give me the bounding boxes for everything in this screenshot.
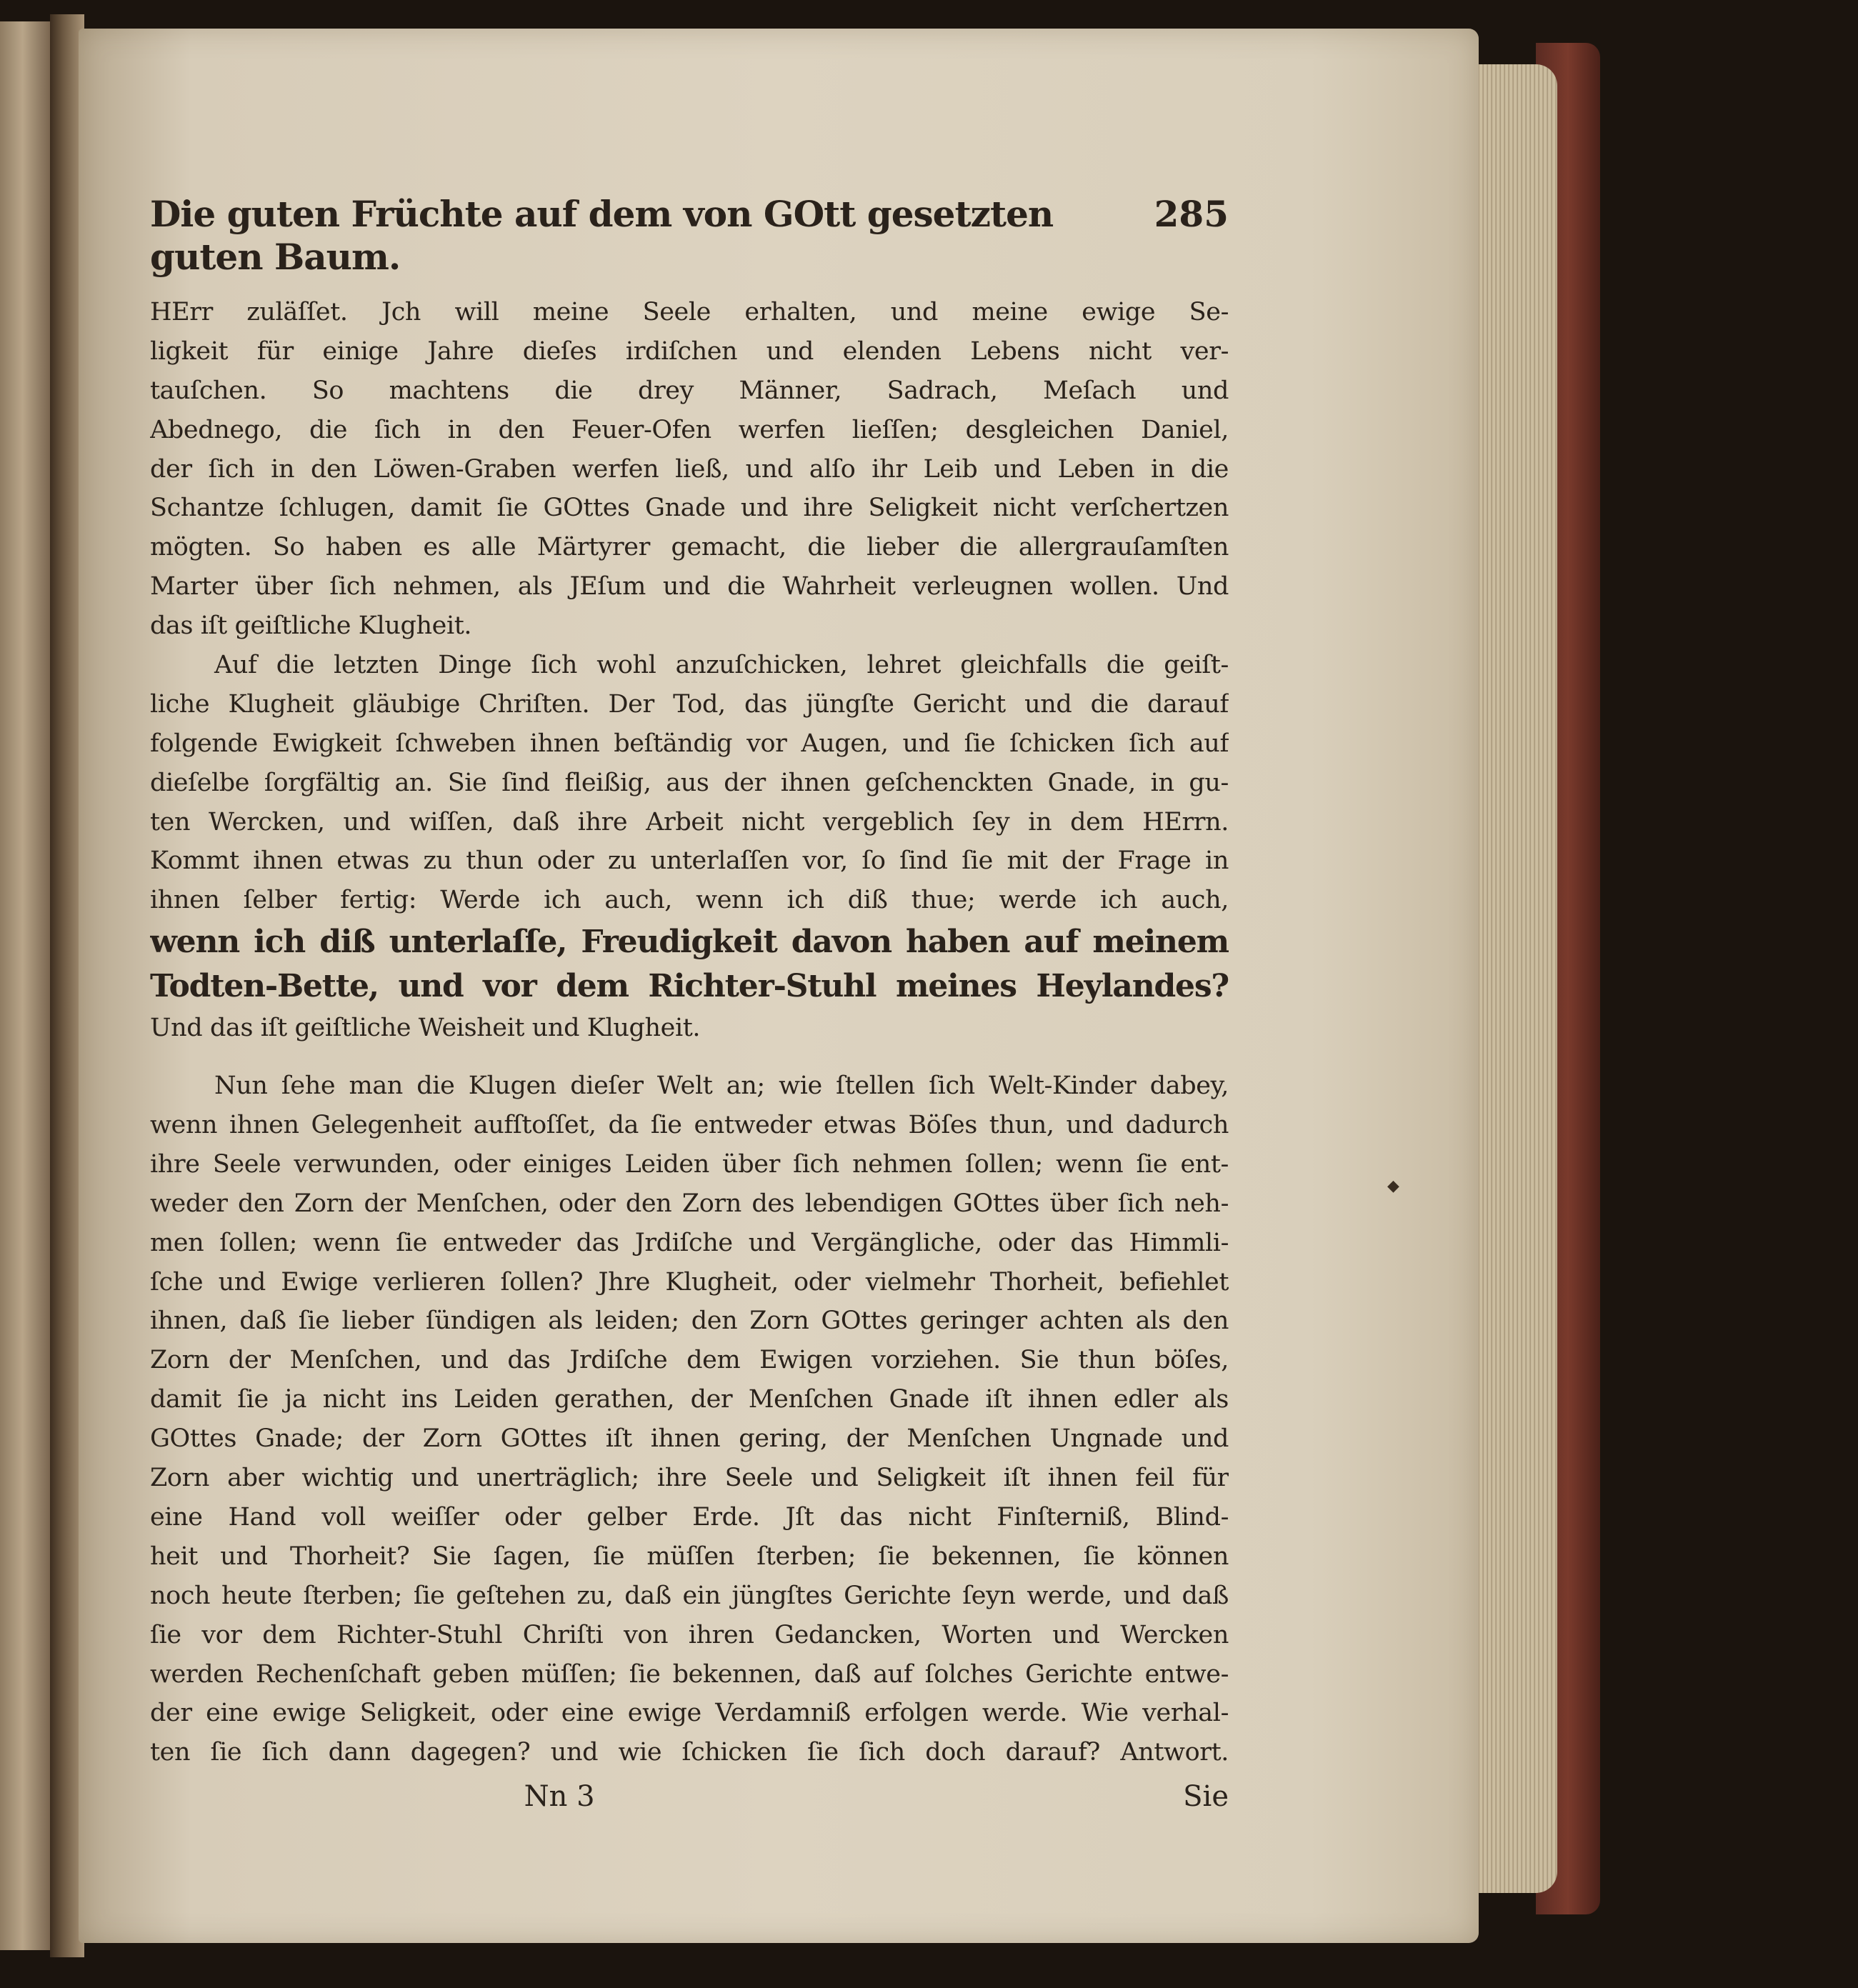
page-number: 285 [1154,193,1229,235]
text-line: Kommt ihnen etwas zu thun oder zu unterlaſſen vor, ſo ſind ſie mit der Frage in [150,846,1229,876]
paragraph-3 [150,1067,1229,1772]
text-line: der eine ewige Seligkeit, oder eine ewige Verdamniß erfolgen werde. Wie verhal- [150,1699,1229,1728]
text-line: ihnen, daß ſie lieber ſündigen als leiden; den Zorn GOttes geringer achten als den [150,1307,1229,1336]
text-line: Nun ſehe man die Klugen dieſer Welt an; wie ſtellen ſich Welt-Kinder dabey, [214,1072,1229,1101]
paragraph-gap [150,1048,1229,1067]
text-line: HErr zuläſſet. Jch will meine Seele erhalten, und meine ewige Se- [150,298,1229,326]
text-line: Zorn der Menſchen, und das Jrdiſche dem Ewigen vorziehen. Sie thun böſes, [150,1346,1229,1375]
paragraph-2 [150,646,1229,1048]
text-line: folgende Ewigkeit ſchweben ihnen beſtändig vor Augen, und ſie ſchicken ſich auf [150,729,1229,758]
text-line: dieſelbe ſorgfältig an. Sie ſind fleißig, aus der ihnen geſchenckten Gnade, in gu- [150,768,1229,797]
text-line: ten Wercken, und wiſſen, daß ihre Arbeit nicht vergeblich ſey in dem HErrn. [150,807,1229,836]
text-line: liche Klugheit gläubige Chriſten. Der Tod, das jüngſte Gericht und die darauf [150,689,1229,719]
page-stack-edges [1472,64,1557,1893]
signature-mark: Nn 3 [524,1780,595,1814]
catchword: Sie [1183,1780,1229,1814]
left-page-edge [0,21,50,1950]
text-line: Auf die letzten Dinge ſich wohl anzuſchicken, lehret gleichfalls die geiſt- [214,651,1229,680]
running-head: Die guten Früchte auf dem von GOtt gesetzten guten Baum. [150,193,1054,278]
page-header [150,193,1229,279]
text-line: wenn ihnen Gelegenheit aufſtoſſet, da ſie entweder etwas Böſes thun, und dadurch [150,1111,1229,1140]
text-line: Und das iſt geiſtliche Weisheit und Klugheit. [150,1014,701,1043]
paragraph-1 [150,293,1229,646]
emphasis-line: Todten-Bette, und vor dem Richter-Stuhl meines Heylandes? [150,968,1229,1005]
text-line: Zorn aber wichtig und unerträglich; ihre Seele und Seligkeit iſt ihnen feil für [150,1464,1229,1493]
margin-mark: ◆ [1387,1177,1399,1195]
text-line: der ſich in den Löwen-Graben werfen ließ, und alſo ihr Leib und Leben in die [150,454,1229,484]
text-line: ligkeit für einige Jahre dieſes irdiſchen und elenden Lebens nicht ver- [150,336,1229,366]
text-line: Marter über ſich nehmen, als JEſum und die Wahrheit verleugnen wollen. Und [150,572,1229,601]
text-line: weder den Zorn der Menſchen, oder den Zorn des lebendigen GOttes über ſich neh- [150,1189,1229,1218]
text-line: men ſollen; wenn ſie entweder das Jrdiſche und Vergängliche, oder das Himmli- [150,1228,1229,1257]
text-line: tauſchen. So machtens die drey Männer, Sadrach, Meſach und [150,376,1229,405]
text-line: GOttes Gnade; der Zorn GOttes iſt ihnen gering, der Menſchen Ungnade und [150,1424,1229,1454]
text-line: damit ſie ja nicht ins Leiden gerathen, der Menſchen Gnade iſt ihnen edler als [150,1385,1229,1414]
text-line: heit und Thorheit? Sie ſagen, ſie müſſen ſterben; ſie bekennen, ſie können [150,1542,1229,1571]
text-line: das iſt geiſtliche Klugheit. [150,611,472,641]
text-line: eine Hand voll weiſſer oder gelber Erde. Jſt das nicht Finſterniß, Blind- [150,1502,1229,1532]
text-line: werden Rechenſchaft geben müſſen; ſie bekennen, daß auf ſolches Gerichte entwe- [150,1659,1229,1689]
text-line: ſie vor dem Richter-Stuhl Chriſti von ihren Gedancken, Worten und Wercken [150,1620,1229,1649]
text-line: mögten. So haben es alle Märtyrer gemacht, die lieber die allergrauſamſten [150,533,1229,562]
text-line: Abednego, die ſich in den Feuer-Ofen werfen lieſſen; desgleichen Daniel, [150,415,1229,444]
text-block [150,193,1229,1817]
text-line: ihnen ſelber fertig: Werde ich auch, wenn ich diß thue; werde ich auch, [150,886,1229,915]
text-line: ten ſie ſich dann dagegen? und wie ſchicken ſie ſich doch darauf? Antwort. [150,1738,1229,1767]
text-line: ihre Seele verwunden, oder einiges Leiden über ſich nehmen ſollen; wenn ſie ent- [150,1149,1229,1179]
emphasis-line: wenn ich diß unterlaſſe, Freudigkeit davon haben auf meinem [150,924,1229,961]
text-line: ſche und Ewige verlieren ſollen? Jhre Klugheit, oder vielmehr Thorheit, befiehlet [150,1267,1229,1297]
text-line: Schantze ſchlugen, damit ſie GOttes Gnade und ihre Seligkeit nicht verſchertzen [150,494,1229,523]
text-line: noch heute ſterben; ſie geſtehen zu, daß ein jüngſtes Gerichte ſeyn werde, und daß [150,1581,1229,1610]
page-footer [150,1777,1229,1817]
